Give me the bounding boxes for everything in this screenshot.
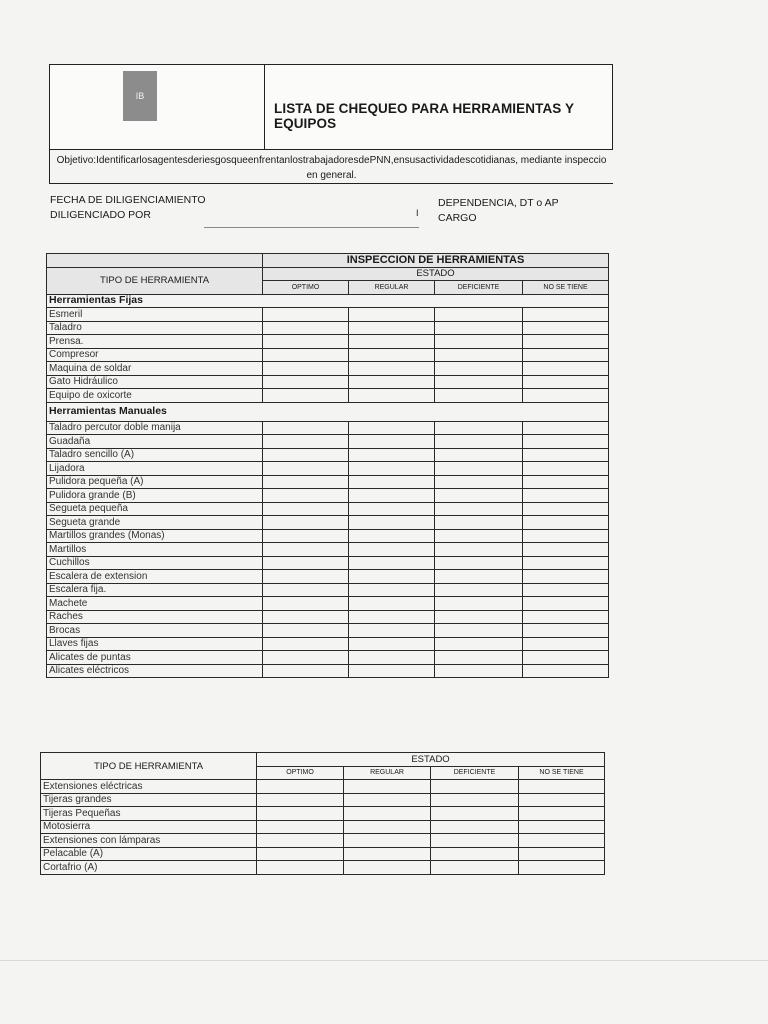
tool-name: Lijadora: [47, 462, 263, 476]
check-cell-deficiente[interactable]: [435, 664, 523, 678]
table-row: [47, 651, 609, 665]
check-cell-no-se-tiene[interactable]: [523, 475, 609, 489]
tool-name: Llaves fijas: [47, 637, 263, 651]
objective-line-1: Objetivo:IdentificarlosagentesderiesgosqueenfrentanlostrabajadoresdePNN,ensusactividadescotidianas, mediante inspeccio: [56, 155, 607, 166]
check-cell-regular[interactable]: [349, 308, 435, 322]
tipo-header: TIPO DE HERRAMIENTA: [47, 267, 263, 294]
table-row: [47, 516, 609, 530]
table-row: [47, 610, 609, 624]
check-cell-no-se-tiene[interactable]: [523, 637, 609, 651]
table-row: [47, 529, 609, 543]
col-deficiente-2: DEFICIENTE: [431, 766, 519, 780]
check-cell-optimo[interactable]: [257, 780, 344, 794]
check-cell-regular[interactable]: [349, 448, 435, 462]
check-cell-no-se-tiene[interactable]: [523, 651, 609, 665]
tool-name: Motosierra: [41, 820, 257, 834]
tool-name: Segueta pequeña: [47, 502, 263, 516]
check-cell-regular[interactable]: [349, 375, 435, 389]
col-regular: REGULAR: [349, 281, 435, 295]
check-cell-deficiente[interactable]: [435, 462, 523, 476]
tool-name: Pulidora grande (B): [47, 489, 263, 503]
meta-left: [50, 193, 206, 223]
table-row: [41, 861, 605, 875]
check-cell-deficiente[interactable]: [435, 435, 523, 449]
table-row: [47, 448, 609, 462]
check-cell-no-se-tiene[interactable]: [519, 780, 605, 794]
check-cell-regular[interactable]: [344, 793, 431, 807]
check-cell-no-se-tiene[interactable]: [523, 348, 609, 362]
col-regular-2: REGULAR: [344, 766, 431, 780]
check-cell-no-se-tiene[interactable]: [523, 435, 609, 449]
check-cell-optimo[interactable]: [257, 847, 344, 861]
table-row: [47, 375, 609, 389]
tool-name: Prensa.: [47, 335, 263, 349]
check-cell-no-se-tiene[interactable]: [523, 597, 609, 611]
check-cell-optimo[interactable]: [263, 421, 349, 435]
check-cell-optimo[interactable]: [263, 597, 349, 611]
table-row: [47, 435, 609, 449]
table-row: [47, 664, 609, 678]
table-row: [47, 597, 609, 611]
tool-name: Martillos: [47, 543, 263, 557]
table-row: [47, 362, 609, 376]
tool-name: Taladro sencillo (A): [47, 448, 263, 462]
check-cell-deficiente[interactable]: [435, 529, 523, 543]
check-cell-deficiente[interactable]: [435, 556, 523, 570]
check-cell-deficiente[interactable]: [435, 362, 523, 376]
tipo-header-2: TIPO DE HERRAMIENTA: [41, 753, 257, 780]
check-cell-deficiente[interactable]: [435, 583, 523, 597]
check-cell-regular[interactable]: [349, 502, 435, 516]
tool-name: Guadaña: [47, 435, 263, 449]
check-cell-regular[interactable]: [349, 624, 435, 638]
table-row: [47, 637, 609, 651]
check-cell-regular[interactable]: [349, 435, 435, 449]
check-cell-no-se-tiene[interactable]: [523, 610, 609, 624]
check-cell-no-se-tiene[interactable]: [523, 516, 609, 530]
check-cell-deficiente[interactable]: [435, 308, 523, 322]
check-cell-regular[interactable]: [349, 610, 435, 624]
check-cell-regular[interactable]: [349, 570, 435, 584]
tool-name: Raches: [47, 610, 263, 624]
check-cell-optimo[interactable]: [263, 624, 349, 638]
check-cell-regular[interactable]: [344, 834, 431, 848]
check-cell-optimo[interactable]: [257, 807, 344, 821]
check-cell-no-se-tiene[interactable]: [523, 335, 609, 349]
check-cell-deficiente[interactable]: [431, 807, 519, 821]
check-cell-regular[interactable]: [349, 516, 435, 530]
check-cell-no-se-tiene[interactable]: [523, 570, 609, 584]
check-cell-regular[interactable]: [349, 335, 435, 349]
check-cell-no-se-tiene[interactable]: [519, 820, 605, 834]
check-cell-optimo[interactable]: [263, 435, 349, 449]
inspection-title: INSPECCION DE HERRAMIENTAS: [263, 254, 609, 268]
check-cell-optimo[interactable]: [263, 502, 349, 516]
check-cell-regular[interactable]: [349, 651, 435, 665]
check-cell-optimo[interactable]: [257, 820, 344, 834]
check-cell-no-se-tiene[interactable]: [523, 502, 609, 516]
check-cell-no-se-tiene[interactable]: [523, 389, 609, 403]
check-cell-optimo[interactable]: [263, 489, 349, 503]
check-cell-deficiente[interactable]: [435, 489, 523, 503]
table-row: [47, 570, 609, 584]
check-cell-no-se-tiene[interactable]: [523, 421, 609, 435]
check-cell-regular[interactable]: [344, 861, 431, 875]
estado-header-2: ESTADO: [257, 753, 605, 767]
tool-name: Gato Hidráulico: [47, 375, 263, 389]
check-cell-optimo[interactable]: [263, 462, 349, 476]
table-row: [47, 489, 609, 503]
check-cell-deficiente[interactable]: [435, 543, 523, 557]
check-cell-deficiente[interactable]: [435, 321, 523, 335]
check-cell-no-se-tiene[interactable]: [523, 583, 609, 597]
check-cell-optimo[interactable]: [257, 793, 344, 807]
check-cell-optimo[interactable]: [257, 861, 344, 875]
col-deficiente: DEFICIENTE: [435, 281, 523, 295]
check-cell-optimo[interactable]: [263, 637, 349, 651]
check-cell-regular[interactable]: [349, 489, 435, 503]
table-row: [47, 389, 609, 403]
check-cell-no-se-tiene[interactable]: [523, 321, 609, 335]
check-cell-regular[interactable]: [349, 637, 435, 651]
tool-name: Extensiones con lámparas: [41, 834, 257, 848]
check-cell-deficiente[interactable]: [435, 389, 523, 403]
check-cell-optimo[interactable]: [263, 664, 349, 678]
check-cell-optimo[interactable]: [263, 475, 349, 489]
check-cell-no-se-tiene[interactable]: [523, 624, 609, 638]
table-row: [47, 335, 609, 349]
check-cell-optimo[interactable]: [263, 321, 349, 335]
table-row: [47, 556, 609, 570]
check-cell-deficiente[interactable]: [435, 348, 523, 362]
section-fijas: Herramientas Fijas: [47, 294, 609, 308]
check-cell-no-se-tiene[interactable]: [523, 375, 609, 389]
tool-name: Cortafrio (A): [41, 861, 257, 875]
check-cell-regular[interactable]: [349, 529, 435, 543]
col-no-se-tiene: NO SE TIENE: [523, 281, 609, 295]
check-cell-no-se-tiene[interactable]: [523, 489, 609, 503]
check-cell-optimo[interactable]: [263, 583, 349, 597]
col-optimo: OPTIMO: [263, 281, 349, 295]
tool-name: Escalera de extension: [47, 570, 263, 584]
check-cell-no-se-tiene[interactable]: [519, 807, 605, 821]
cargo-label: CARGO: [438, 212, 477, 224]
tool-name: Alicates eléctricos: [47, 664, 263, 678]
check-cell-no-se-tiene[interactable]: [519, 847, 605, 861]
tool-name: Tijeras Pequeñas: [41, 807, 257, 821]
table-row: [47, 348, 609, 362]
table-row: [47, 583, 609, 597]
table-header-blank: [47, 254, 263, 268]
check-cell-deficiente[interactable]: [435, 335, 523, 349]
check-cell-optimo[interactable]: [263, 556, 349, 570]
col-optimo-2: OPTIMO: [257, 766, 344, 780]
check-cell-deficiente[interactable]: [435, 475, 523, 489]
document-header: [49, 64, 613, 150]
check-cell-deficiente[interactable]: [435, 651, 523, 665]
check-cell-regular[interactable]: [349, 462, 435, 476]
tool-name: Pulidora pequeña (A): [47, 475, 263, 489]
check-cell-optimo[interactable]: [263, 389, 349, 403]
check-cell-optimo[interactable]: [263, 543, 349, 557]
estado-header: ESTADO: [263, 267, 609, 281]
section-manuales: Herramientas Manuales: [47, 402, 609, 421]
check-cell-optimo[interactable]: [263, 375, 349, 389]
check-cell-deficiente[interactable]: [435, 516, 523, 530]
logo-cell: [50, 65, 265, 149]
check-cell-regular[interactable]: [349, 348, 435, 362]
tools-table-2: [40, 752, 605, 875]
tool-name: Taladro percutor doble manija: [47, 421, 263, 435]
table-row: [41, 793, 605, 807]
col-no-se-tiene-2: NO SE TIENE: [519, 766, 605, 780]
check-cell-optimo[interactable]: [257, 834, 344, 848]
dependencia-label: DEPENDENCIA, DT o AP: [438, 197, 559, 209]
check-cell-no-se-tiene[interactable]: [523, 462, 609, 476]
tool-name: Maquina de soldar: [47, 362, 263, 376]
check-cell-no-se-tiene[interactable]: [523, 308, 609, 322]
check-cell-regular[interactable]: [344, 780, 431, 794]
table-row: [47, 543, 609, 557]
check-cell-regular[interactable]: [349, 597, 435, 611]
table-row: [41, 780, 605, 794]
check-cell-optimo[interactable]: [263, 651, 349, 665]
check-cell-deficiente[interactable]: [435, 570, 523, 584]
check-cell-regular[interactable]: [349, 583, 435, 597]
check-cell-optimo[interactable]: [263, 335, 349, 349]
check-cell-deficiente[interactable]: [435, 624, 523, 638]
table-row: [47, 308, 609, 322]
check-cell-no-se-tiene[interactable]: [523, 448, 609, 462]
check-cell-no-se-tiene[interactable]: [523, 664, 609, 678]
inspection-table: [46, 253, 609, 678]
check-cell-optimo[interactable]: [263, 516, 349, 530]
check-cell-regular[interactable]: [349, 664, 435, 678]
objective-text: [49, 150, 613, 184]
check-cell-no-se-tiene[interactable]: [519, 861, 605, 875]
tool-name: Cuchillos: [47, 556, 263, 570]
check-cell-regular[interactable]: [349, 556, 435, 570]
table-row: [41, 834, 605, 848]
check-cell-regular[interactable]: [344, 847, 431, 861]
meta-right: [438, 196, 559, 226]
check-cell-deficiente[interactable]: [435, 421, 523, 435]
check-cell-deficiente[interactable]: [431, 861, 519, 875]
tool-name: Brocas: [47, 624, 263, 638]
check-cell-deficiente[interactable]: [435, 502, 523, 516]
tool-name: Taladro: [47, 321, 263, 335]
check-cell-deficiente[interactable]: [431, 847, 519, 861]
check-cell-deficiente[interactable]: [431, 834, 519, 848]
table-row: [47, 462, 609, 476]
check-cell-no-se-tiene[interactable]: [523, 543, 609, 557]
check-cell-regular[interactable]: [349, 421, 435, 435]
check-cell-regular[interactable]: [349, 543, 435, 557]
check-cell-regular[interactable]: [349, 475, 435, 489]
institution-logo: IB: [123, 71, 157, 121]
check-cell-no-se-tiene[interactable]: [519, 793, 605, 807]
tool-name: Tijeras grandes: [41, 793, 257, 807]
table-row: [47, 502, 609, 516]
diligenciado-label: DILIGENCIADO POR: [50, 209, 151, 221]
tool-name: Escalera fija.: [47, 583, 263, 597]
check-cell-deficiente[interactable]: [431, 793, 519, 807]
field-mark: I: [416, 208, 419, 218]
tool-name: Equipo de oxicorte: [47, 389, 263, 403]
check-cell-optimo[interactable]: [263, 362, 349, 376]
check-cell-deficiente[interactable]: [435, 637, 523, 651]
document-title: LISTA DE CHEQUEO PARA HERRAMIENTAS Y EQUIPOS: [274, 101, 574, 131]
check-cell-deficiente[interactable]: [431, 820, 519, 834]
check-cell-deficiente[interactable]: [435, 610, 523, 624]
check-cell-deficiente[interactable]: [435, 448, 523, 462]
tool-name: Alicates de puntas: [47, 651, 263, 665]
table-row: [47, 475, 609, 489]
objective-line-2: en general.: [306, 170, 357, 181]
check-cell-deficiente[interactable]: [435, 597, 523, 611]
tool-name: Martillos grandes (Monas): [47, 529, 263, 543]
table-row: [41, 807, 605, 821]
check-cell-no-se-tiene[interactable]: [519, 834, 605, 848]
check-cell-no-se-tiene[interactable]: [523, 556, 609, 570]
tool-name: Machete: [47, 597, 263, 611]
diligenciado-underline: [204, 227, 419, 228]
check-cell-regular[interactable]: [344, 807, 431, 821]
check-cell-deficiente[interactable]: [435, 375, 523, 389]
tool-name: Compresor: [47, 348, 263, 362]
check-cell-regular[interactable]: [349, 362, 435, 376]
tool-name: Segueta grande: [47, 516, 263, 530]
page-edge: [0, 960, 768, 961]
table-row: [47, 321, 609, 335]
check-cell-regular[interactable]: [349, 321, 435, 335]
check-cell-regular[interactable]: [349, 389, 435, 403]
check-cell-regular[interactable]: [344, 820, 431, 834]
tool-name: Esmeril: [47, 308, 263, 322]
check-cell-optimo[interactable]: [263, 348, 349, 362]
fecha-label: FECHA DE DILIGENCIAMIENTO: [50, 194, 206, 206]
check-cell-optimo[interactable]: [263, 308, 349, 322]
table-row: [47, 624, 609, 638]
check-cell-optimo[interactable]: [263, 529, 349, 543]
check-cell-deficiente[interactable]: [431, 780, 519, 794]
check-cell-optimo[interactable]: [263, 448, 349, 462]
table-row: [47, 421, 609, 435]
check-cell-optimo[interactable]: [263, 570, 349, 584]
table-row: [41, 847, 605, 861]
table-row: [41, 820, 605, 834]
tool-name: Extensiones eléctricas: [41, 780, 257, 794]
check-cell-optimo[interactable]: [263, 610, 349, 624]
tool-name: Pelacable (A): [41, 847, 257, 861]
check-cell-no-se-tiene[interactable]: [523, 529, 609, 543]
check-cell-no-se-tiene[interactable]: [523, 362, 609, 376]
